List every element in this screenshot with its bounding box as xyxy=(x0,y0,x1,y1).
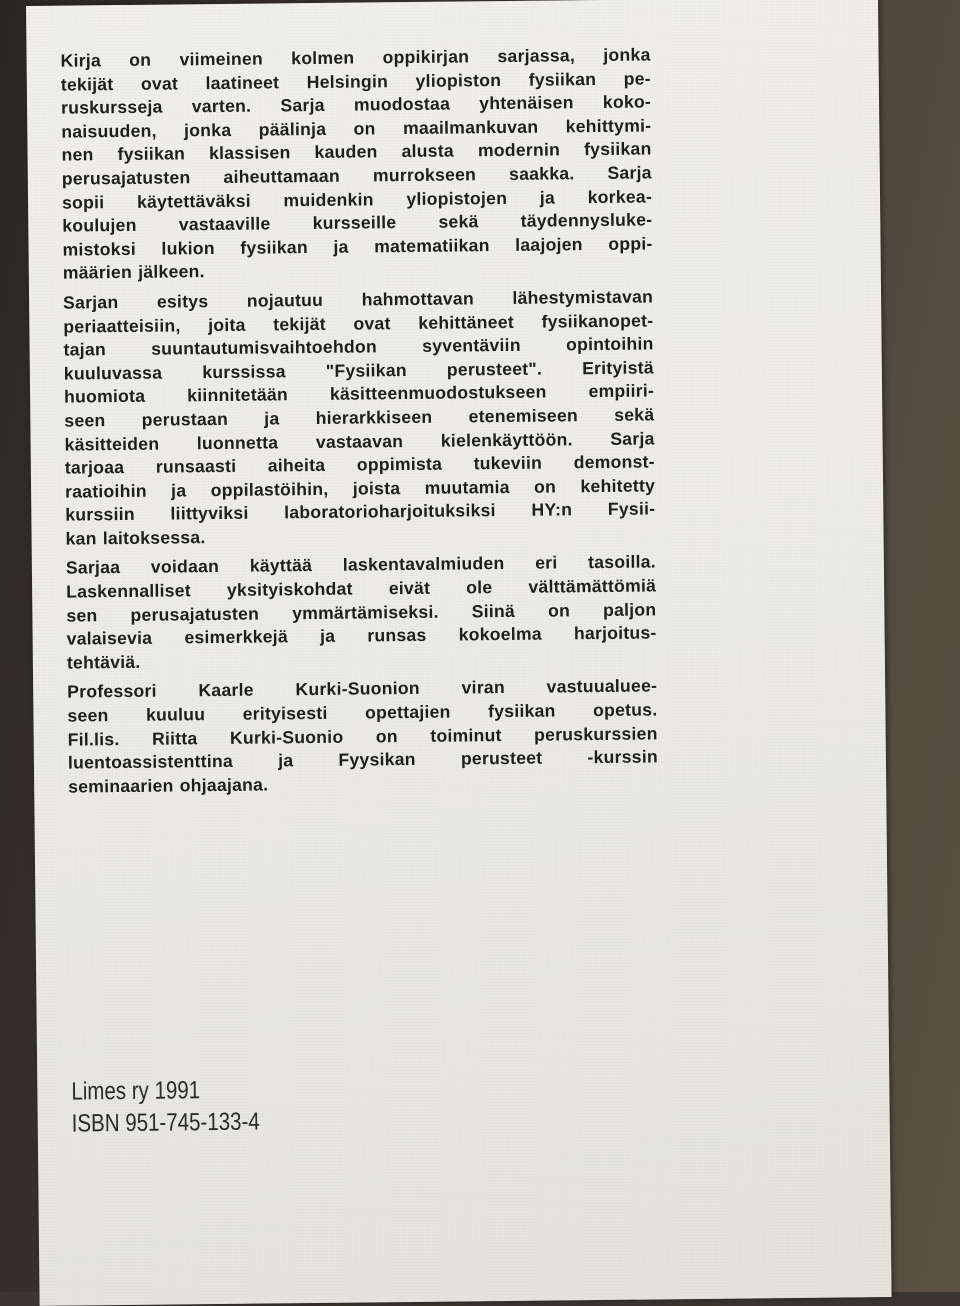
text-line: periaatteisiin, joita tekijät ovat kehittäneet fysiikanopet- xyxy=(63,309,654,337)
blurb-paragraph xyxy=(67,675,658,799)
blurb-paragraph xyxy=(63,285,656,551)
text-line: kan laitoksessa. xyxy=(65,527,206,549)
book-back-cover xyxy=(26,0,892,1306)
text-line: käsitteiden luonnetta vastaavan kielenkäyttöön. Sarja xyxy=(64,427,655,455)
text-line: seminaarien ohjaajana. xyxy=(68,774,269,797)
blurb-text xyxy=(60,43,658,805)
text-line: luentoassistenttina ja Fyysikan perusteet -kurssin xyxy=(67,746,658,773)
text-line: ruskursseja varten. Sarja muodostaa yhtenäisen koko- xyxy=(60,91,652,118)
text-line: Sarjan esitys nojautuu hahmottavan lähestymistavan xyxy=(63,286,654,313)
text-line: huomiota kiinnitetään käsitteenmuodostukseen empiiri- xyxy=(63,380,655,407)
isbn-line: ISBN 951-745-133-4 xyxy=(71,1107,260,1138)
text-line: tehtäviä. xyxy=(66,651,141,673)
text-line: kuuluvassa kurssissa "Fysiikan perusteet". Erityistä xyxy=(63,357,654,384)
text-line: nen fysiikan klassisen kauden alusta modernin fysiikan xyxy=(61,138,652,166)
text-line: valaisevia esimerkkejä ja runsas kokoelma harjoitus- xyxy=(66,622,657,649)
text-line: tajan suuntautumisvaihtoehdon syventäviin opintoihin xyxy=(63,333,654,360)
text-line: sopii käytettäväksi muidenkin yliopistojen ja korkea- xyxy=(61,186,653,213)
imprint xyxy=(71,1074,260,1140)
blurb-paragraph xyxy=(66,551,657,675)
text-line: seen kuuluu erityisesti opettajien fysiikan opetus. xyxy=(67,699,658,726)
text-line: naisuuden, jonka päälinja on maailmankuvan kehittymi- xyxy=(61,115,652,142)
text-line: sen perusajatusten ymmärtämiseksi. Siinä on paljon xyxy=(66,599,657,626)
text-line: Fil.lis. Riitta Kurki-Suonio on toiminut peruskurssien xyxy=(67,723,658,750)
text-line: perusajatusten aiheuttamaan murrokseen saakka. Sarja xyxy=(61,162,652,189)
text-line: koulujen vastaaville kursseille sekä täydennysluke- xyxy=(62,209,653,236)
text-line: Professori Kaarle Kurki-Suonion viran vastuualuee- xyxy=(67,675,658,703)
text-line: Laskennalliset yksityiskohdat eivät ole välttämättömiä xyxy=(66,575,657,602)
text-line: Sarjaa voidaan käyttää laskentavalmiuden eri tasoilla. xyxy=(65,551,656,579)
blurb-paragraph xyxy=(60,43,652,285)
publisher-line: Limes ry 1991 xyxy=(71,1076,201,1106)
text-line: mistoksi lukion fysiikan ja matematiikan laajojen oppi- xyxy=(62,233,653,260)
text-line: tarjoaa runsaasti aiheita oppimista tukeviin demonst- xyxy=(64,451,655,478)
text-line: tekijät ovat laatineet Helsingin yliopiston fysiikan pe- xyxy=(60,68,651,95)
text-line: kurssiin liittyviksi laboratorioharjoituksiksi HY:n Fysii- xyxy=(65,498,656,525)
text-line: seen perustaan ja hierarkkiseen etenemiseen sekä xyxy=(64,404,655,431)
text-line: Kirja on viimeinen kolmen oppikirjan sarjassa, jonka xyxy=(60,44,651,71)
text-line: määrien jälkeen. xyxy=(62,261,205,283)
text-line: raatioihin ja oppilastöihin, joista muutamia on kehitetty xyxy=(64,475,656,502)
